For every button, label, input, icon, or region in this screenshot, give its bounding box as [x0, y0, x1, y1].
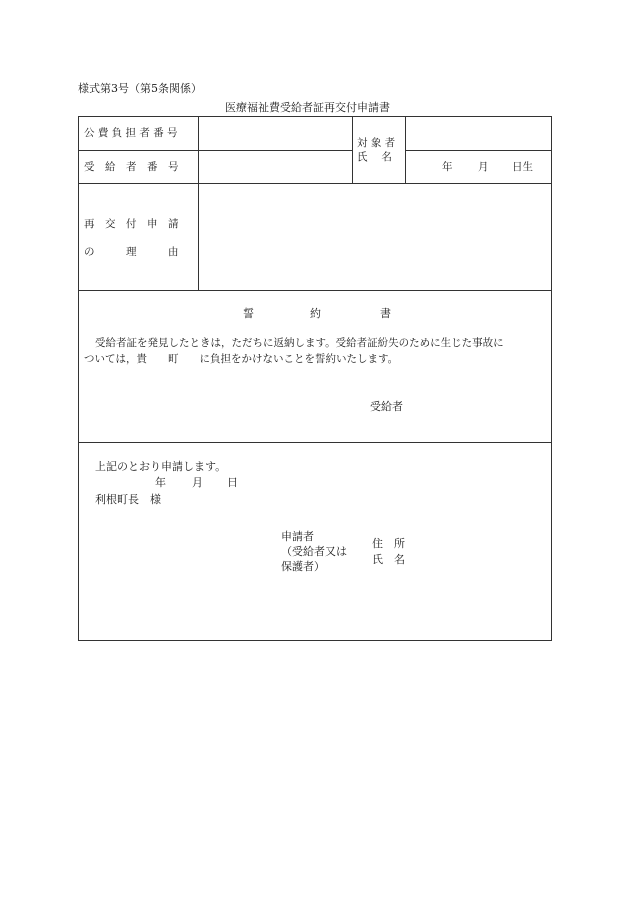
- name-column-divider-left: [352, 116, 353, 183]
- pledge-body-line1: 受給者証を発見したときは，ただちに返納します。受給者証紛失のために生じた事故に: [95, 337, 504, 349]
- pledge-recipient-label: 受給者: [370, 400, 403, 413]
- applicant-label-line2: （受給者又は: [281, 545, 347, 558]
- public-payer-number-label: 公 費 負 担 者 番 号: [84, 127, 178, 139]
- address-label: 住 所: [372, 537, 405, 550]
- section-divider-pledge: [78, 290, 552, 291]
- date-month-label: 月: [192, 476, 203, 489]
- row-divider-1b: [405, 150, 552, 151]
- pledge-title-char-1: 誓: [243, 307, 254, 320]
- pledge-title-char-2: 約: [310, 307, 321, 320]
- addressee: 利根町長 様: [95, 493, 161, 506]
- form-number: 様式第3号（第5条関係）: [78, 82, 202, 95]
- recipient-number-field[interactable]: [199, 151, 351, 182]
- applicant-label-line3: 保護者）: [281, 560, 325, 573]
- subject-name-label-line1: 対 象 者: [357, 137, 396, 149]
- subject-name-field[interactable]: [406, 117, 551, 149]
- birth-year-label: 年: [442, 161, 453, 173]
- subject-name-label-line2: 氏 名: [357, 151, 392, 163]
- reissue-reason-field[interactable]: [199, 184, 551, 289]
- name-field[interactable]: [412, 549, 548, 565]
- reissue-reason-label-line1: 再 交 付 申 請: [84, 218, 179, 230]
- public-payer-number-field[interactable]: [199, 117, 351, 149]
- section-divider-application: [78, 442, 552, 443]
- address-field[interactable]: [412, 532, 548, 548]
- applicant-label-line1: 申請者: [281, 530, 314, 543]
- application-statement: 上記のとおり申請します。: [95, 460, 227, 473]
- date-day-label: 日: [227, 476, 238, 489]
- recipient-number-label: 受 給 者 番 号: [84, 161, 179, 173]
- pledge-body-line2: ついては，貴 町 に負担をかけないことを誓約いたします。: [84, 353, 399, 365]
- page-title: 医療福祉費受給者証再交付申請書: [225, 101, 390, 114]
- date-year-label: 年: [155, 476, 166, 489]
- birth-month-label: 月: [478, 161, 489, 173]
- pledge-title-char-3: 書: [380, 307, 391, 320]
- birth-day-label: 日生: [512, 161, 533, 173]
- reissue-reason-label-line2: の 理 由: [84, 246, 179, 258]
- name-label: 氏 名: [372, 553, 405, 566]
